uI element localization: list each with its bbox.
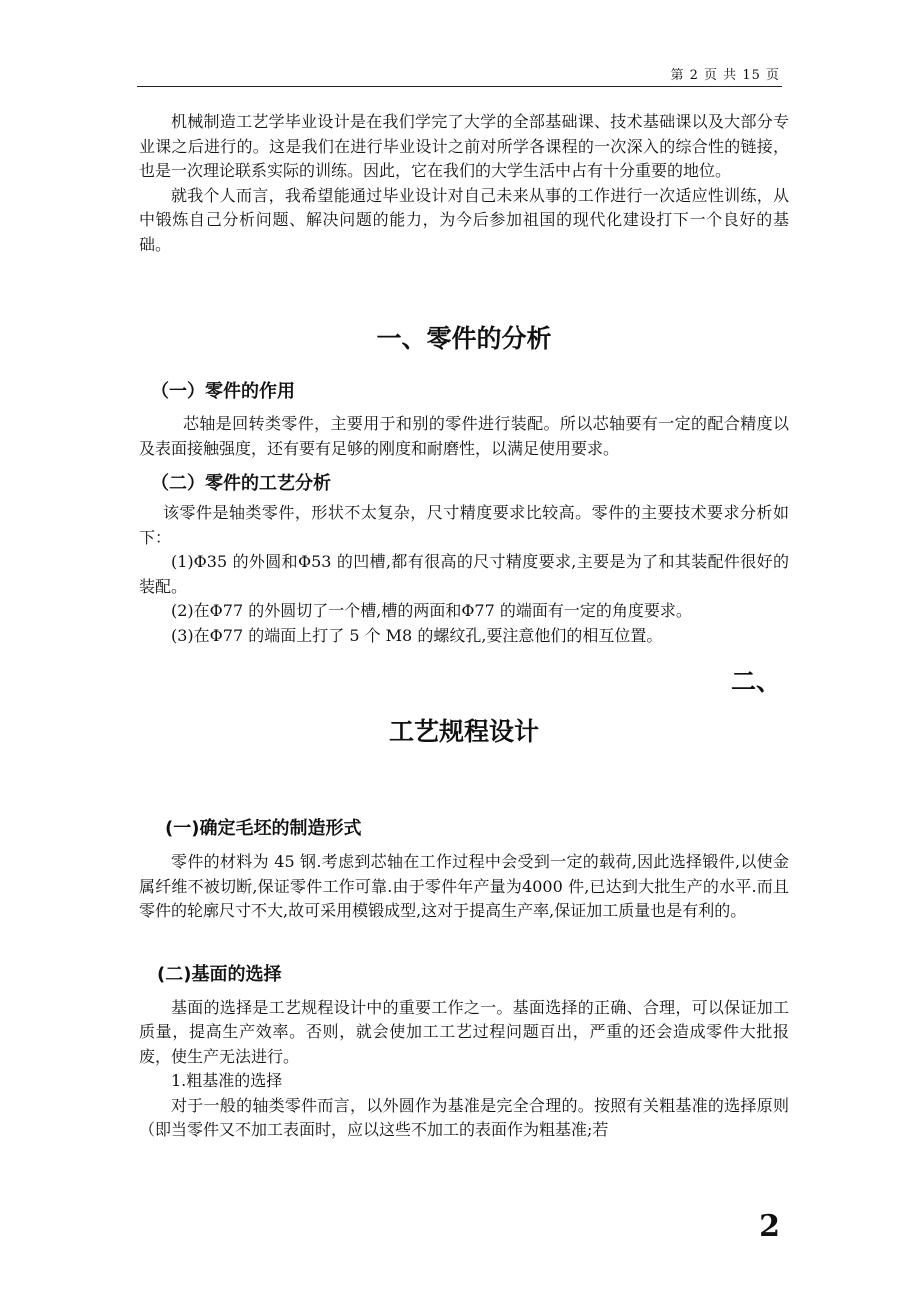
section-1-title: 一、零件的分析	[376, 324, 552, 353]
section-1-sub-1-title: （一）零件的作用	[151, 381, 295, 402]
section-2-sub-2-text: 基面的选择是工艺规程设计中的重要工作之一。基面选择的正确、合理，可以保证加工质量，提高生产效率。否则，就会使加工工艺过程问题百出，严重的还会造成零件大批报废，使生产无法进行。	[139, 997, 789, 1066]
coarse-datum-text: 对于一般的轴类零件而言，以外圆作为基准是完全合理的。按照有关粗基准的选择原则（即当零件又不加工表面时，应以这些不加工的表面作为粗基准;若	[139, 1095, 789, 1139]
section-2-title: 工艺规程设计	[388, 717, 539, 746]
page-indicator: 第 2 页 共 15 页	[670, 68, 780, 83]
analysis-item-1: (1)Φ35 的外圆和Φ53 的凹槽,都有很高的尺寸精度要求,主要是为了和其装配件很好的装配。	[139, 552, 789, 596]
section-2-number: 二、	[730, 667, 781, 696]
section-1-sub-1-text: 芯轴是回转类零件，主要用于和别的零件进行装配。所以芯轴要有一定的配合精度以及表面接触强度，还有要有足够的刚度和耐磨性，以满足使用要求。	[139, 414, 789, 458]
page-header	[137, 64, 782, 87]
intro-paragraph-1: 机械制造工艺学毕业设计是在我们学完了大学的全部基础课、技术基础课以及大部分专业课之后进行的。这是我们在进行毕业设计之前对所学各课程的一次深入的综合性的链接，也是一次理论联系实际的训练。因此，它在我们的大学生活中占有十分重要的地位。	[139, 112, 789, 180]
section-2-sub-1-title: (一)确定毛坯的制造形式	[165, 818, 362, 839]
page-number: 2	[759, 1209, 780, 1244]
section-1-sub-2-text: 该零件是轴类零件，形状不太复杂，尺寸精度要求比较高。零件的主要技术要求分析如下：	[139, 503, 789, 547]
section-2-sub-1-text: 零件的材料为 45 钢.考虑到芯轴在工作过程中会受到一定的载荷,因此选择锻件,以使金属纤维不被切断,保证零件工作可靠.由于零件年产量为4000 件,已达到大批生产的水平.而且零件的轮廓尺寸不大,故可采用模锻成型,这对于提高生产率,保证加工质量也是有利的。	[139, 852, 789, 920]
section-1-sub-2-title: （二）零件的工艺分析	[151, 473, 331, 494]
analysis-item-3: (3)在Φ77 的端面上打了 5 个 M8 的螺纹孔,要注意他们的相互位置。	[171, 625, 663, 645]
document-body	[139, 110, 789, 1143]
intro-paragraph-2: 就我个人而言，我希望能通过毕业设计对自己未来从事的工作进行一次适应性训练，从中锻炼自己分析问题、解决问题的能力，为今后参加祖国的现代化建设打下一个良好的基础。	[139, 185, 789, 254]
coarse-datum-title: 1.粗基准的选择	[171, 1071, 283, 1090]
section-2-sub-2-title: (二)基面的选择	[157, 963, 282, 985]
analysis-item-2: (2)在Φ77 的外圆切了一个槽,槽的两面和Φ77 的端面有一定的角度要求。	[171, 601, 692, 620]
